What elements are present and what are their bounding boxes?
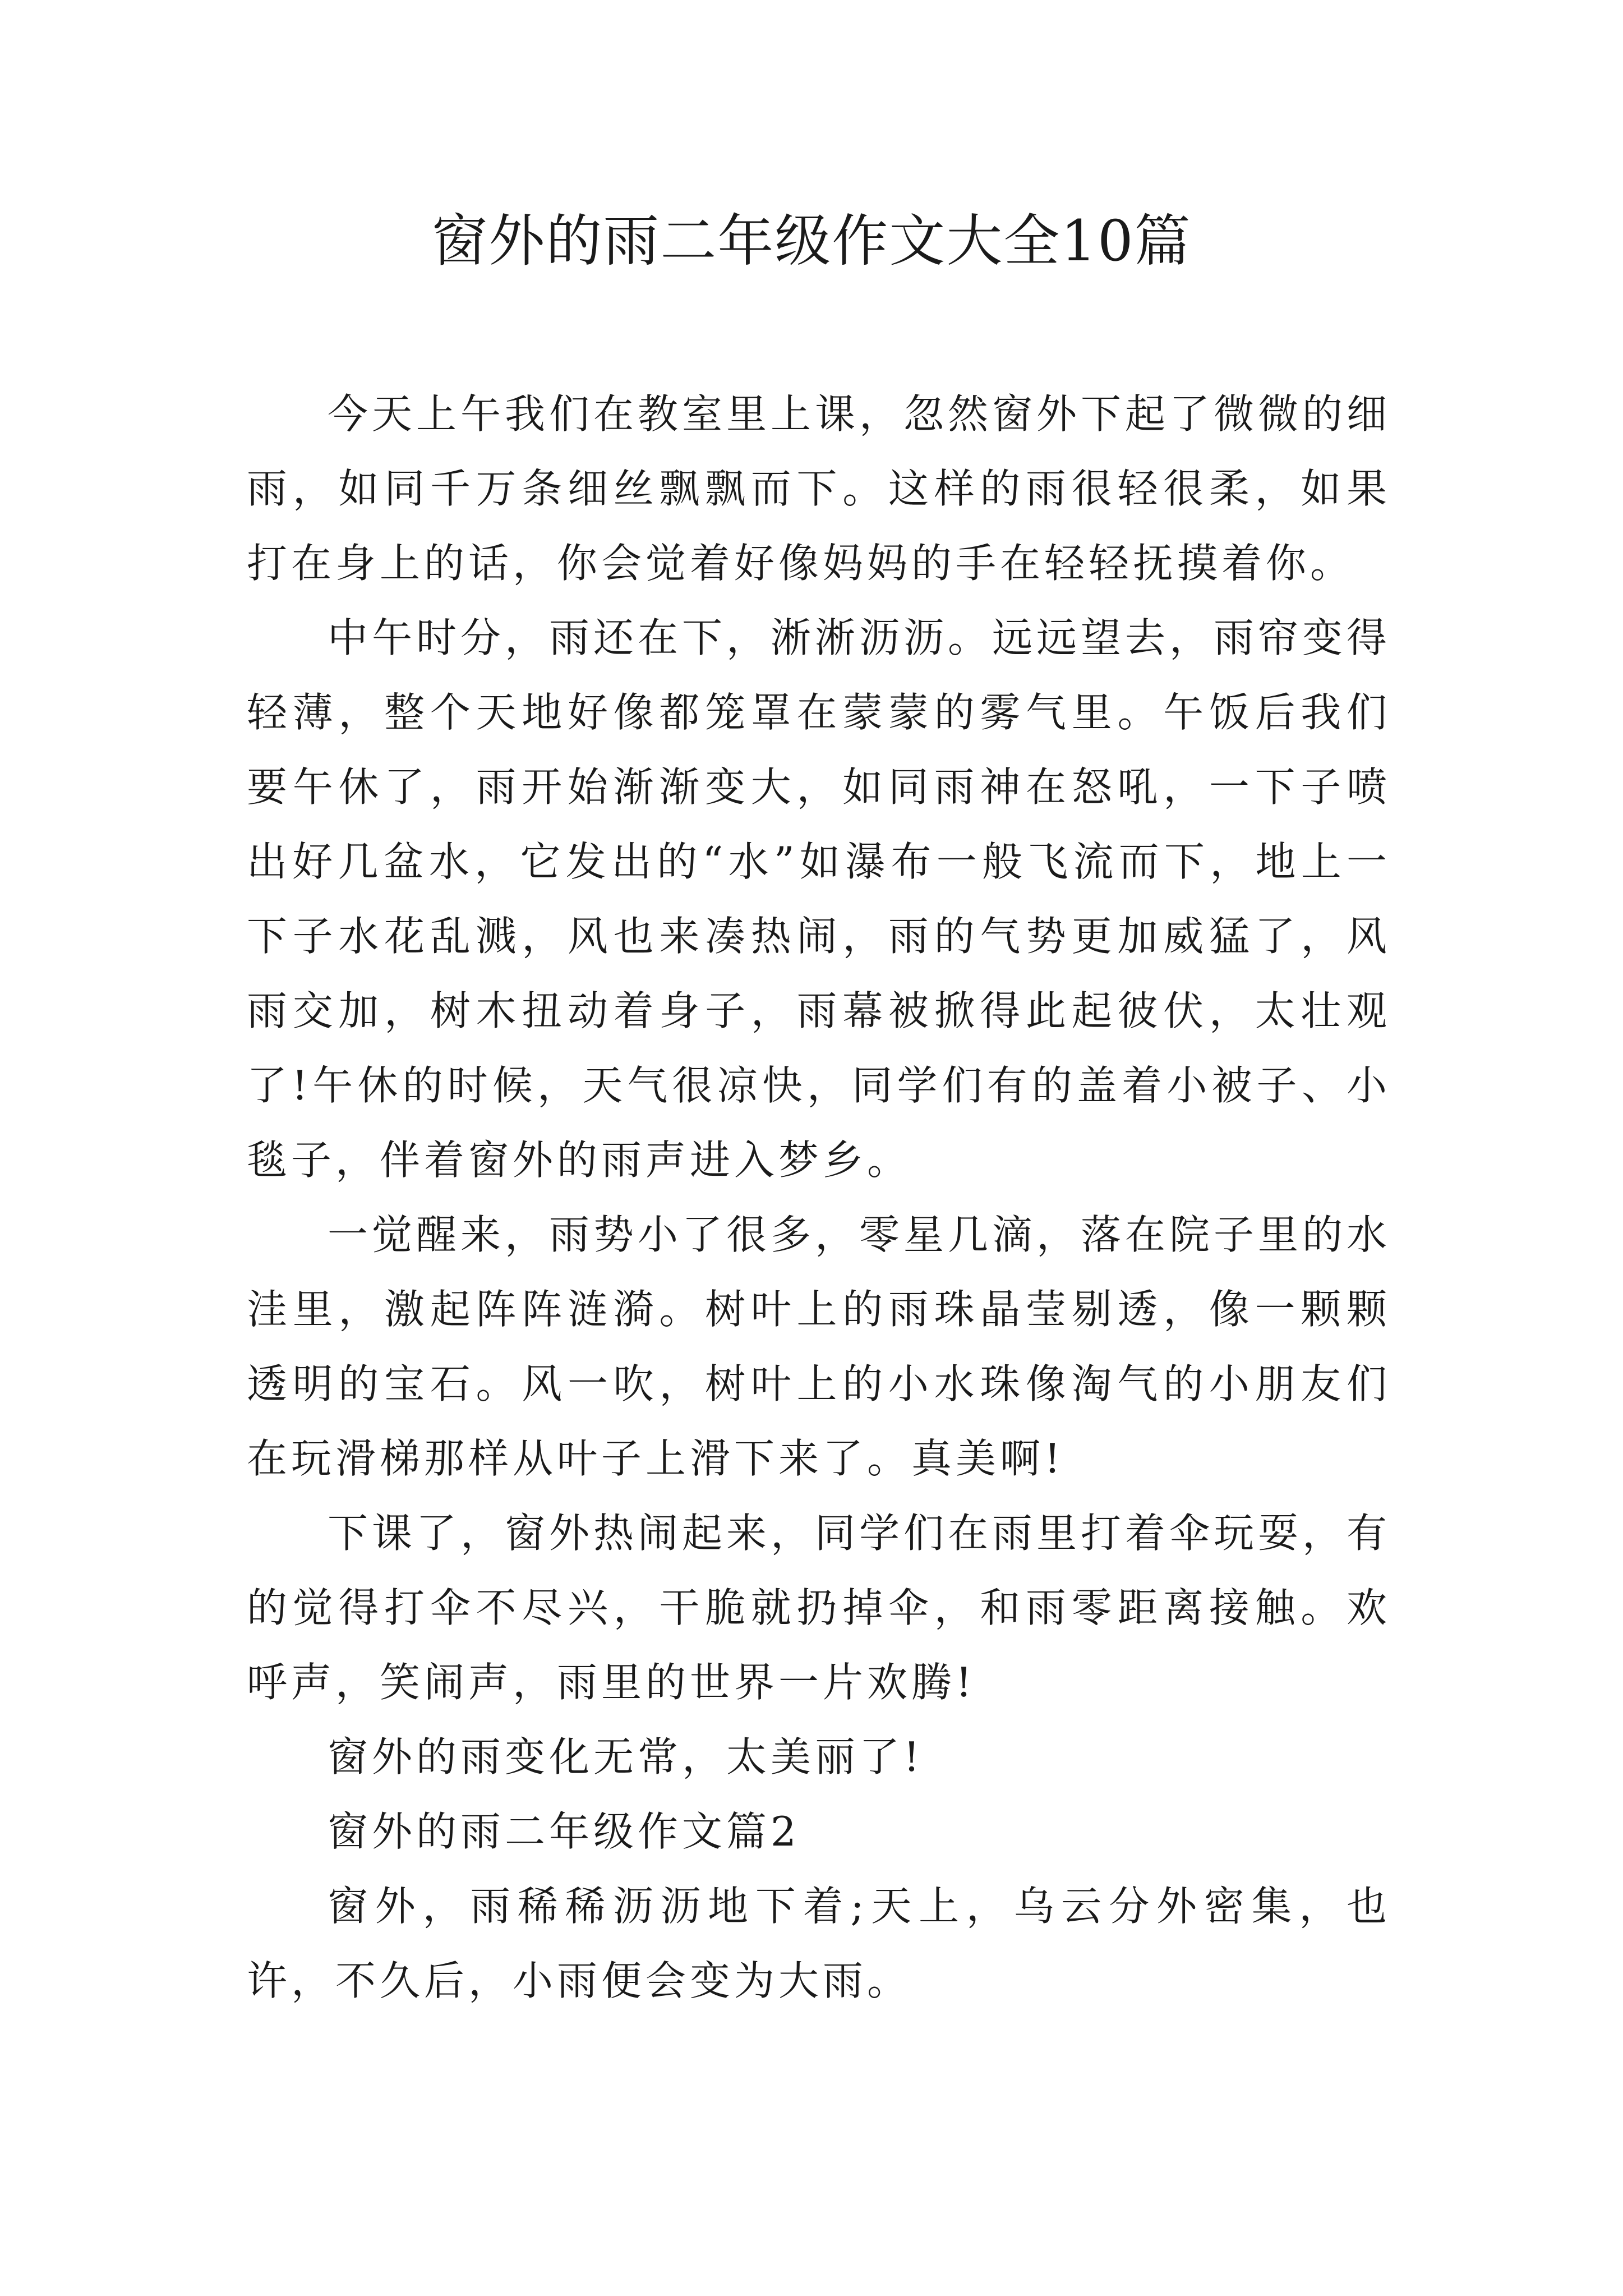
paragraph-1: 今天上午我们在教室里上课，忽然窗外下起了微微的细雨，如同千万条细丝飘飘而下。这样的雨很轻很柔，如果打在身上的话，你会觉着好像妈妈的手在轻轻抚摸着你。	[247, 390, 1391, 587]
section-heading-2: 窗外的雨二年级作文篇2	[328, 1808, 800, 1855]
paragraph-5: 窗外的雨变化无常，太美丽了!	[328, 1733, 924, 1780]
paragraph-3: 一觉醒来，雨势小了很多，零星几滴，落在院子里的水洼里，激起阵阵涟漪。树叶上的雨珠晶莹剔透，像一颗颗透明的宝石。风一吹，树叶上的小水珠像淘气的小朋友们在玩滑梯那样从叶子上滑下来了。真美啊!	[247, 1211, 1391, 1482]
paragraph-2: 中午时分，雨还在下，淅淅沥沥。远远望去，雨帘变得轻薄，整个天地好像都笼罩在蒙蒙的雾气里。午饭后我们要午休了，雨开始渐渐变大，如同雨神在怒吼，一下子喷出好几盆水，它发出的“水”如瀑布一般飞流而下，地上一下子水花乱溅，风也来凑热闹，雨的气势更加威猛了，风雨交加，树木扭动着身子，雨幕被掀得此起彼伏，太壮观了!午休的时候，天气很凉快，同学们有的盖着小被子、小毯子，伴着窗外的雨声进入梦乡。	[247, 614, 1391, 1184]
paragraph-6: 窗外，雨稀稀沥沥地下着;天上，乌云分外密集，也许，不久后，小雨便会变为大雨。	[247, 1883, 1391, 2004]
document-body	[247, 377, 1391, 2018]
paragraph-4: 下课了，窗外热闹起来，同学们在雨里打着伞玩耍，有的觉得打伞不尽兴，干脆就扔掉伞，和雨零距离接触。欢呼声，笑闹声，雨里的世界一片欢腾!	[247, 1510, 1391, 1706]
document-title: 窗外的雨二年级作文大全10篇	[431, 208, 1192, 274]
